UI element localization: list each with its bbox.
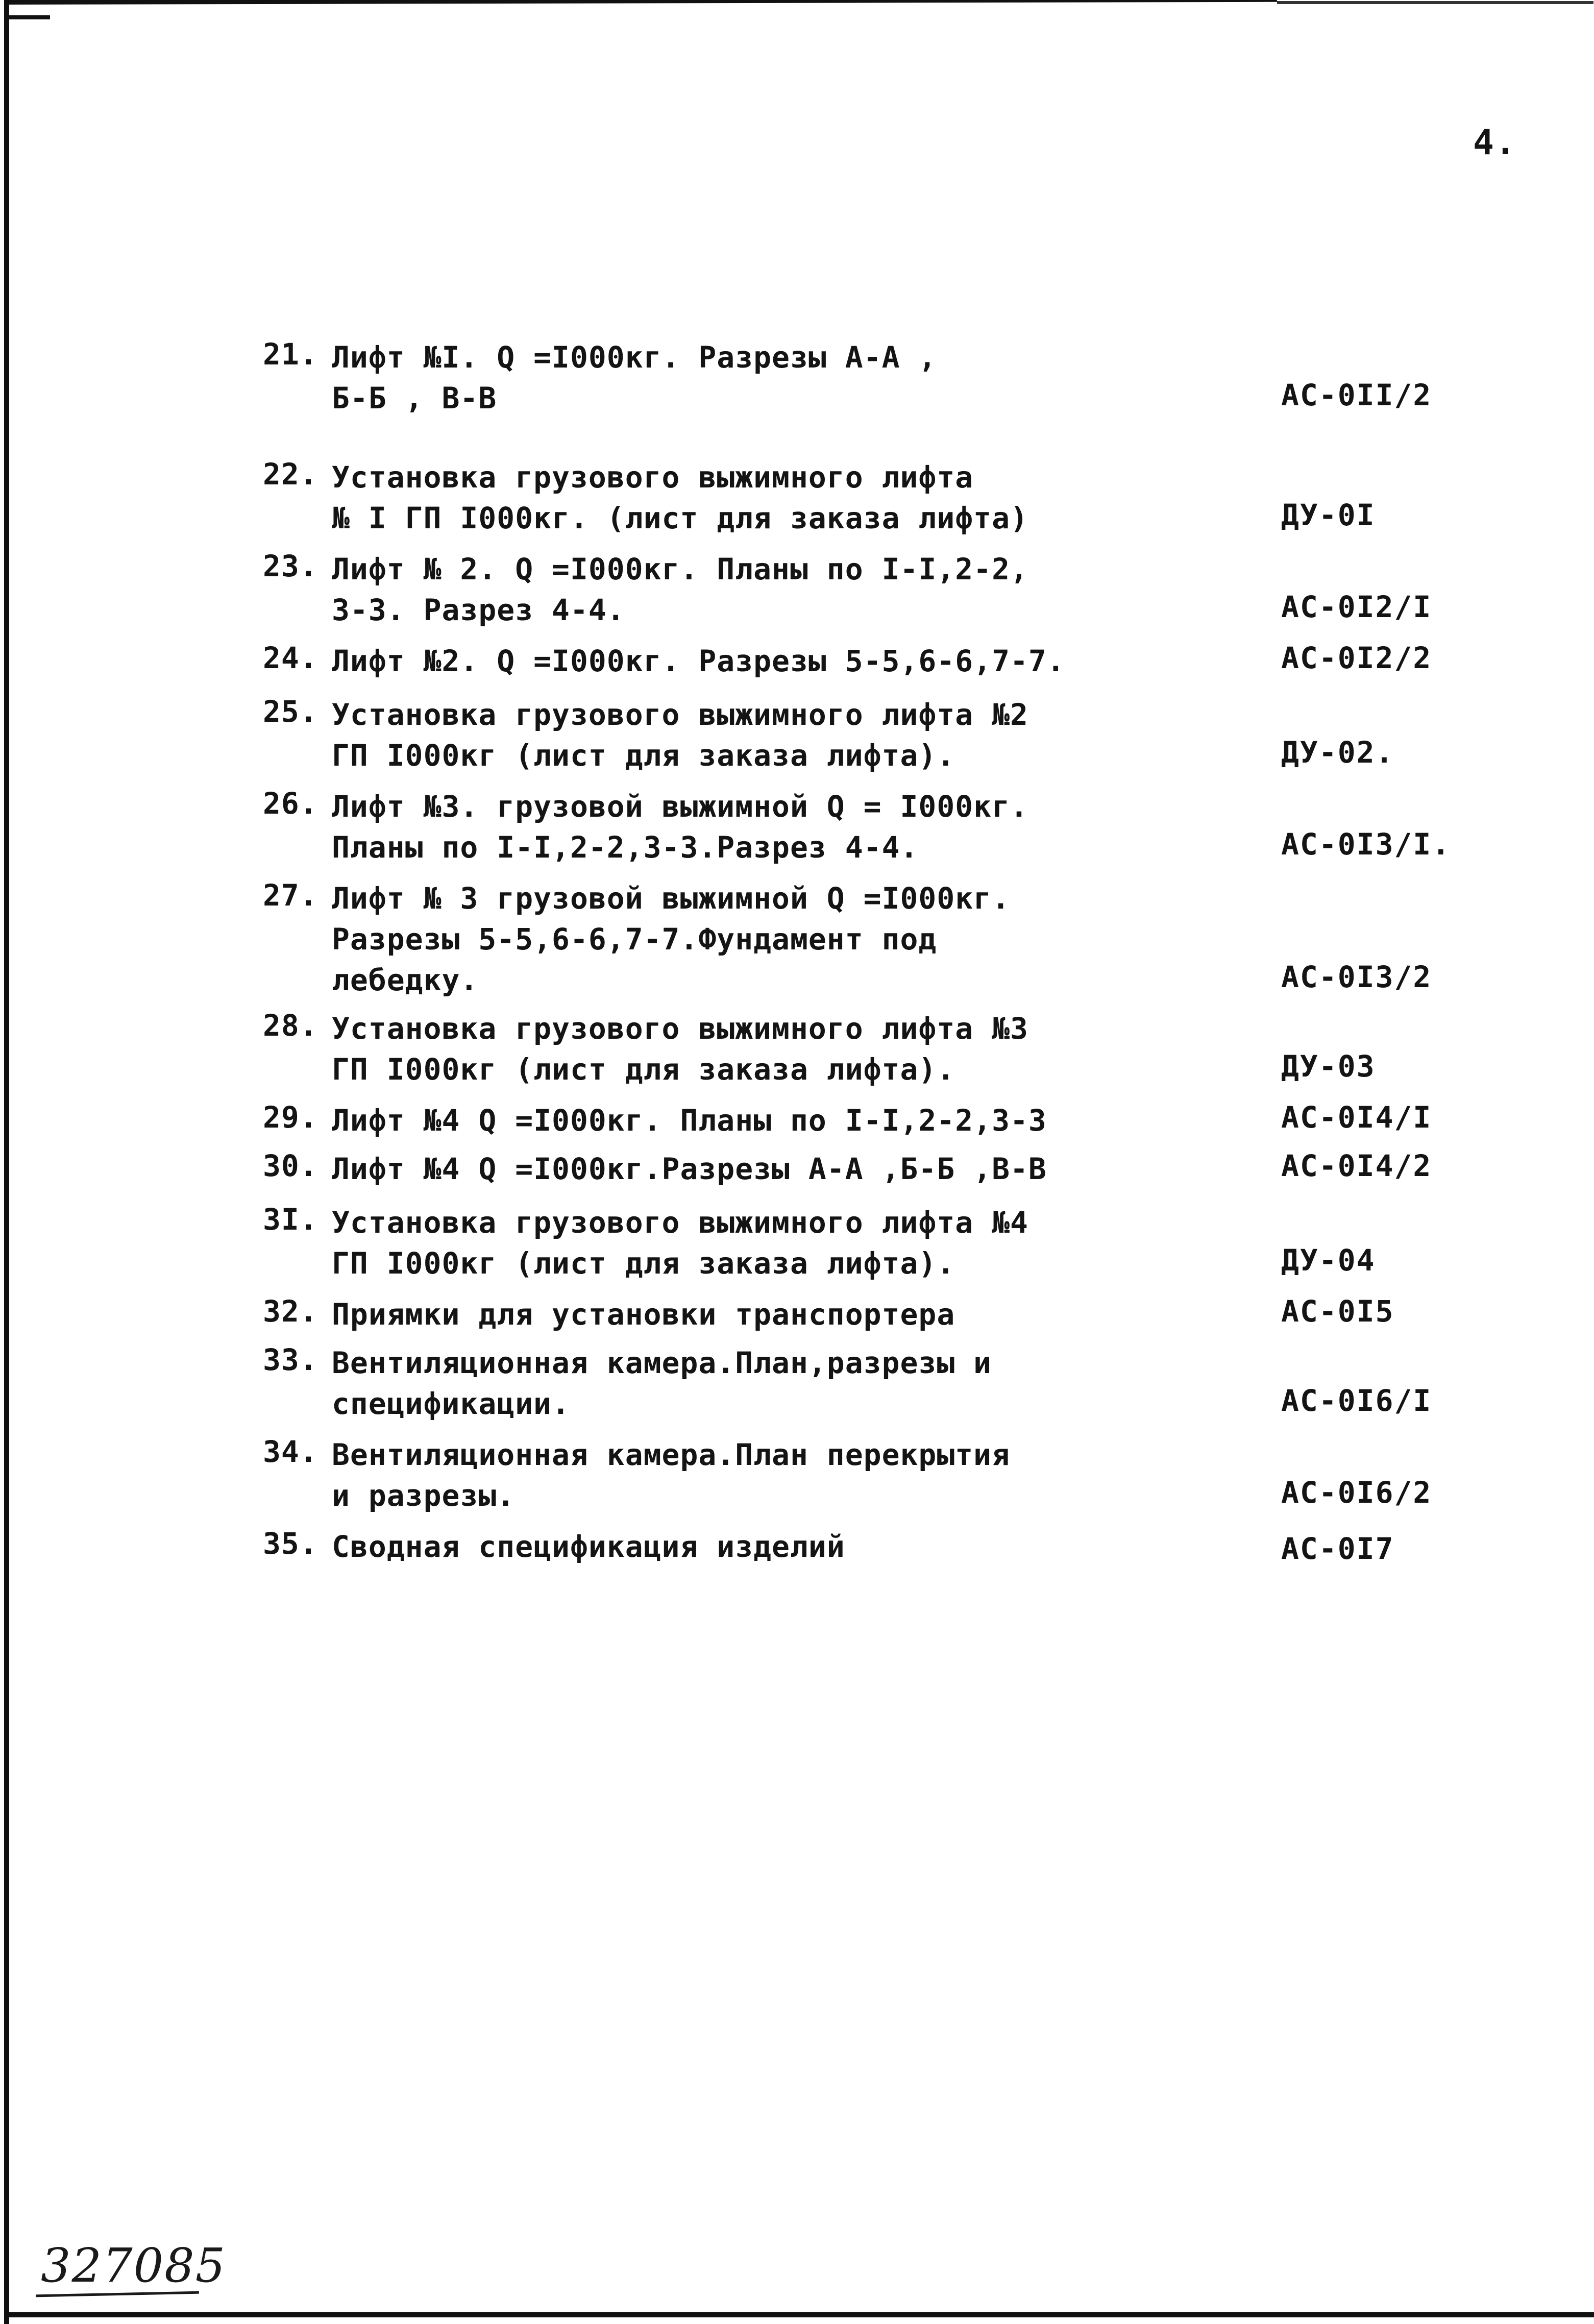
item-number: 25. <box>263 694 318 729</box>
handwritten-inventory-number: 327085 <box>41 2238 227 2293</box>
item-description: Приямки для установки транспортера <box>332 1297 955 1332</box>
item-description: Лифт № 3 грузовой выжимной Q =I000кг. Разрезы 5-5,6-6,7-7.Фундамент под лебедку. <box>332 881 1011 997</box>
sheet-code: АС-0I6/2 <box>1281 1475 1432 1510</box>
item-number: 33. <box>263 1342 318 1377</box>
item-number: 35. <box>263 1526 318 1561</box>
sheet-code: ДУ-0I <box>1281 498 1376 532</box>
item-number: 23. <box>263 549 318 583</box>
sheet-code: АС-0I4/2 <box>1281 1148 1432 1183</box>
frame-bottom-border <box>4 2312 1594 2317</box>
page-number: 4. <box>1473 123 1517 163</box>
item-description: Сводная спецификация изделий <box>332 1529 845 1564</box>
item-description: Установка грузового выжимного лифта №3 ГП I000кг (лист для заказа лифта). <box>332 1011 1028 1087</box>
item-number: 26. <box>263 786 318 821</box>
item-number: 21. <box>263 337 318 372</box>
item-number: 29. <box>263 1100 318 1135</box>
item-description: Лифт №4 Q =I000кг. Планы по I-I,2-2,3-3 <box>332 1103 1047 1138</box>
sheet-code: АС-0II/2 <box>1281 378 1432 412</box>
item-description: Лифт №I. Q =I000кг. Разрезы А-А , Б-Б , В-В <box>332 340 937 415</box>
frame-corner-mark <box>4 15 50 19</box>
sheet-code: АС-0I2/2 <box>1281 641 1432 675</box>
item-description: Лифт №3. грузовой выжимной Q = I000кг. Планы по I-I,2-2,3-3.Разрез 4-4. <box>332 789 1028 865</box>
item-number: 32. <box>263 1294 318 1329</box>
item-number: 24. <box>263 641 318 675</box>
sheet-code: АС-0I5 <box>1281 1294 1394 1329</box>
item-description: Лифт № 2. Q =I000кг. Планы по I-I,2-2, 3-3. Разрез 4-4. <box>332 552 1028 627</box>
item-number: 30. <box>263 1148 318 1183</box>
item-description: Вентиляционная камера.План перекрытия и разрезы. <box>332 1437 1011 1513</box>
sheet-code: АС-0I2/I <box>1281 590 1432 624</box>
item-description: Вентиляционная камера.План,разрезы и спецификации. <box>332 1346 992 1421</box>
sheet-code: АС-0I4/I <box>1281 1100 1432 1135</box>
item-description: Установка грузового выжимного лифта №2 ГП I000кг (лист для заказа лифта). <box>332 697 1028 773</box>
item-description: Установка грузового выжимного лифта №4 ГП I000кг (лист для заказа лифта). <box>332 1205 1028 1281</box>
item-number: 34. <box>263 1434 318 1469</box>
frame-top-border-right <box>1277 1 1593 4</box>
item-number: 22. <box>263 457 318 492</box>
sheet-code: ДУ-03 <box>1281 1049 1376 1084</box>
item-description: Лифт №2. Q =I000кг. Разрезы 5-5,6-6,7-7. <box>332 644 1065 678</box>
frame-left-border <box>4 0 9 2324</box>
item-number: 27. <box>263 878 318 913</box>
item-description: Лифт №4 Q =I000кг.Разрезы А-А ,Б-Б ,В-В <box>332 1152 1047 1186</box>
sheet-code: ДУ-02. <box>1281 735 1394 770</box>
frame-top-border <box>6 0 1277 5</box>
sheet-code: АС-0I3/2 <box>1281 960 1432 994</box>
sheet-code: ДУ-04 <box>1281 1243 1376 1278</box>
item-description: Установка грузового выжимного лифта № I ГП I000кг. (лист для заказа лифта) <box>332 460 1028 535</box>
sheet-code: АС-0I3/I. <box>1281 827 1451 862</box>
item-number: 28. <box>263 1008 318 1043</box>
item-number: 3I. <box>263 1202 318 1237</box>
sheet-code: АС-0I7 <box>1281 1531 1394 1566</box>
sheet-code: АС-0I6/I <box>1281 1383 1432 1418</box>
